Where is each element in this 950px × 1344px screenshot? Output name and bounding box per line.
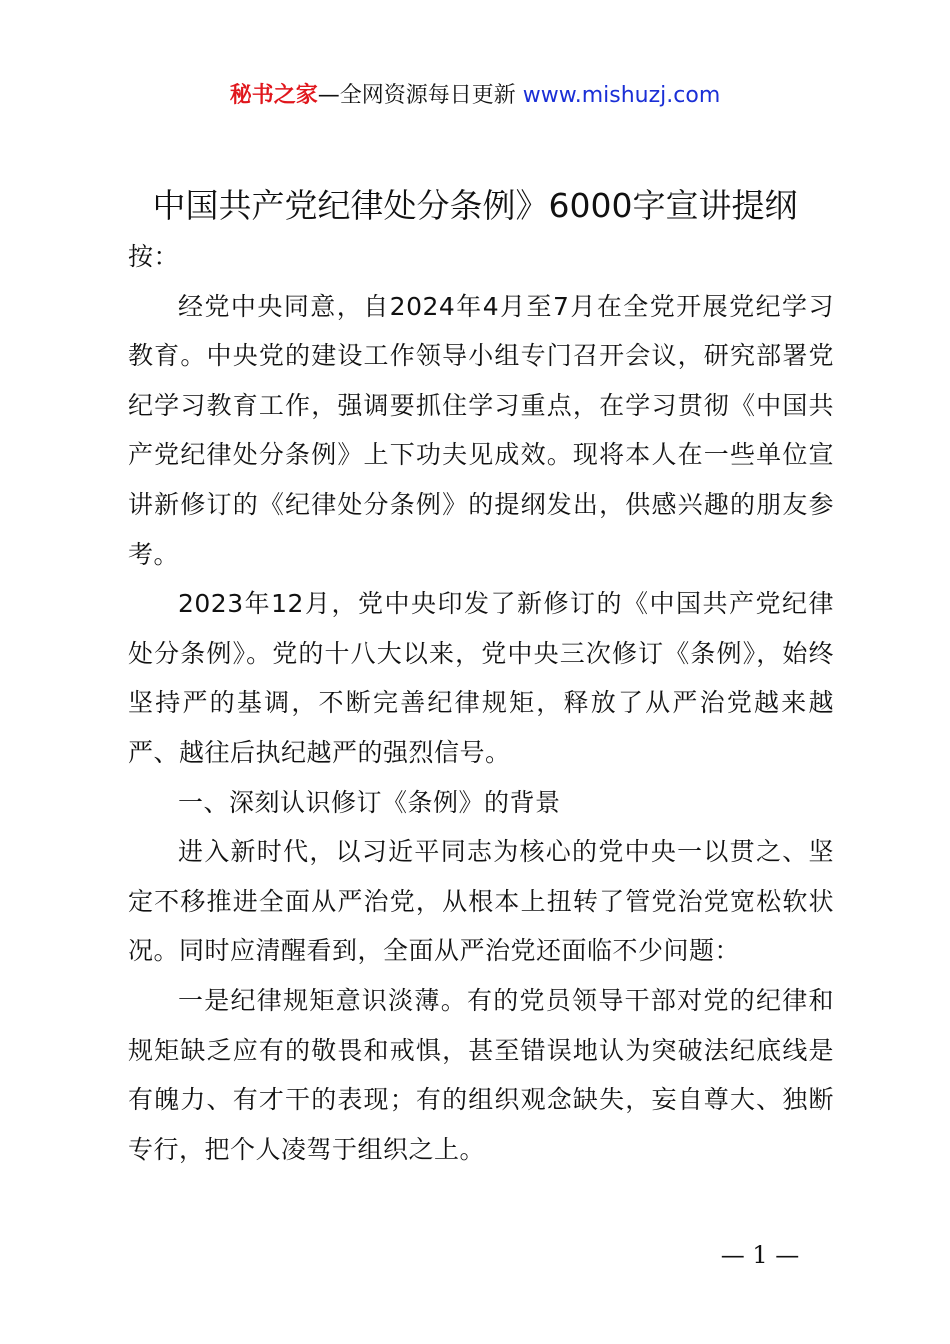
body-paragraph: 2023年12月，党中央印发了新修订的《中国共产党纪律处分条例》。党的十八大以来，党中央三次修订《条例》，始终坚持严的基调，不断完善纪律规矩，释放了从严治党越来越严、越往后执纪越严的强烈信号。 (128, 589, 834, 767)
site-tagline: —全网资源每日更新 (317, 83, 516, 108)
body-paragraph: 经党中央同意，自2024年4月至7月在全党开展党纪学习教育。中央党的建设工作领导小组专门召开会议，研究部署党纪学习教育工作，强调要抓住学习重点，在学习贯彻《中国共产党纪律处分条例》上下功夫见成效。现将本人在一些单位宣讲新修订的《纪律处分条例》的提纲发出，供感兴趣的朋友参考。 (128, 291, 834, 569)
site-url-link[interactable]: www.mishuzj.com (522, 83, 721, 108)
body-paragraph: 进入新时代，以习近平同志为核心的党中央一以贯之、坚定不移推进全面从严治党，从根本上扭转了管党治党宽松软状况。同时应清醒看到，全面从严治党还面临不少问题： (128, 837, 834, 966)
site-brand: 秘书之家 (229, 83, 318, 108)
note-label: 按： (128, 242, 180, 271)
body-paragraph: 一是纪律规矩意识淡薄。有的党员领导干部对党的纪律和规矩缺乏应有的敬畏和戒惧，甚至错误地认为突破法纪底线是有魄力、有才干的表现；有的组织观念缺失，妄自尊大、独断专行，把个人凌驾于组织之上。 (128, 985, 834, 1164)
document-body (128, 232, 834, 1174)
section-heading: 一、深刻认识修订《条例》的背景 (178, 787, 561, 817)
site-header (0, 80, 950, 112)
document-title: 中国共产党纪律处分条例》6000字宣讲提纲 (152, 186, 798, 225)
page-number: — 1 — (720, 1241, 800, 1269)
